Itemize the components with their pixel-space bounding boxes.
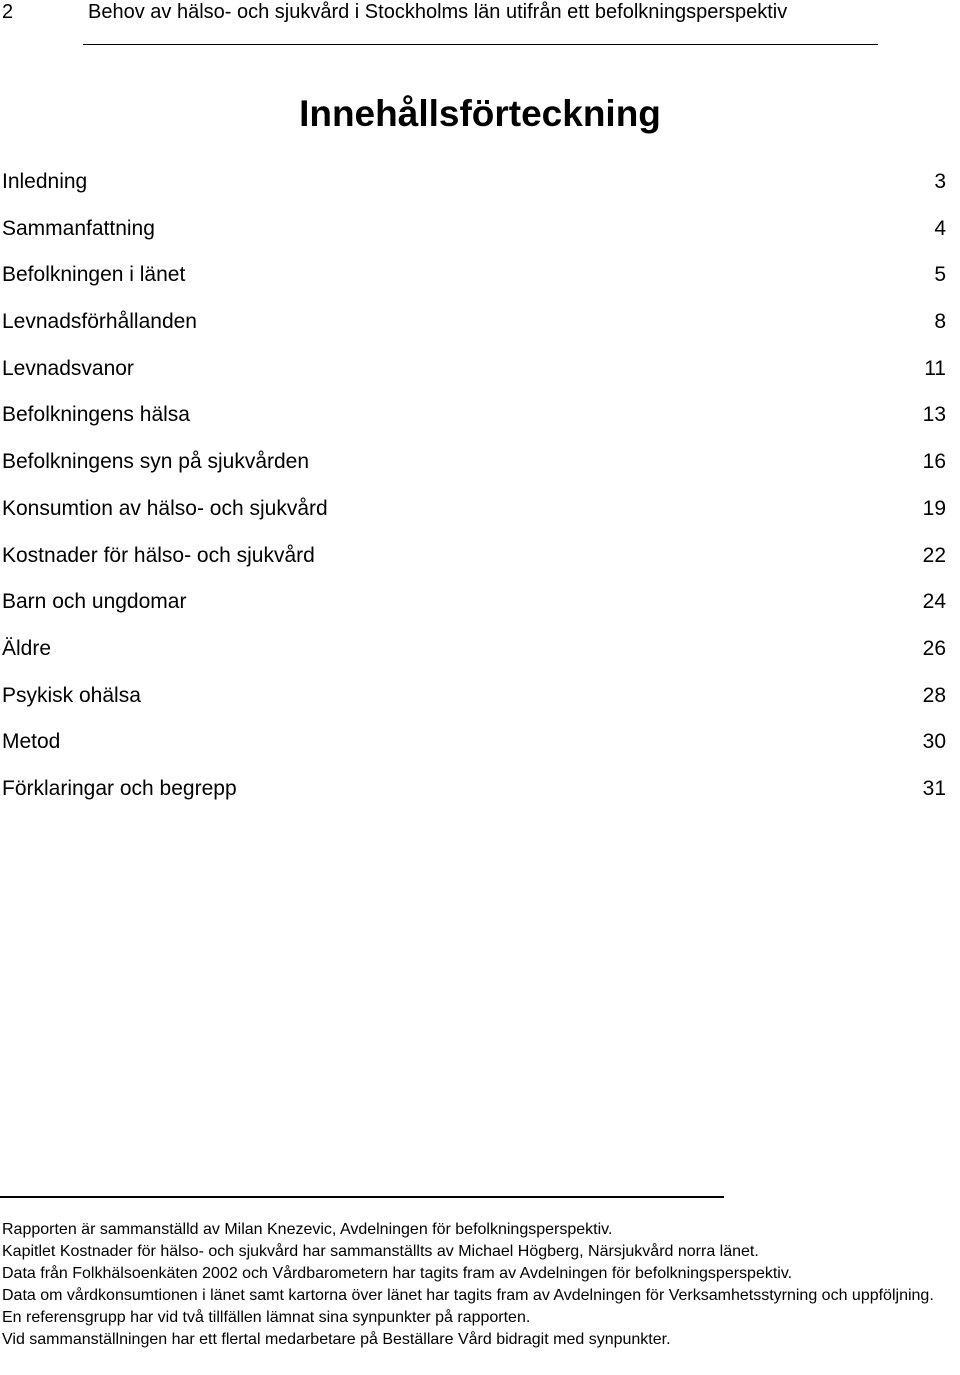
toc-entry-label: Befolkningens syn på sjukvården — [2, 450, 310, 474]
toc-title: Innehållsförteckning — [299, 93, 661, 134]
toc-entry-page: 31 — [922, 776, 946, 800]
header-rule — [83, 44, 878, 45]
toc-entry-page: 3 — [934, 170, 946, 193]
running-title: Behov av hälso- och sjukvård i Stockholms län utifrån ett befolkningsperspektiv — [88, 1, 788, 23]
toc-entry — [0, 726, 948, 773]
toc-entry-label: Förklaringar och begrepp — [2, 776, 237, 800]
toc-entry-page: 22 — [922, 543, 946, 567]
toc-entry-page: 28 — [922, 683, 946, 707]
toc-list — [0, 166, 948, 820]
toc-entry — [0, 586, 948, 633]
toc-entry-label: Inledning — [2, 170, 88, 193]
toc-entry-label: Konsumtion av hälso- och sjukvård — [2, 496, 328, 520]
toc-entry — [0, 446, 948, 493]
toc-entry-label: Sammanfattning — [2, 216, 155, 240]
toc-entry — [0, 306, 948, 353]
toc-entry — [0, 259, 948, 306]
credits-line: Vid sammanställningen har ett flertal medarbetare på Beställare Vård bidragit med synpunkter. — [2, 1331, 671, 1348]
toc-entry-label: Befolkningen i länet — [2, 263, 186, 287]
running-header — [0, 0, 900, 28]
credits-line: Data från Folkhälsoenkäten 2002 och Vårdbarometern har tagits fram av Avdelningen för befolkningsperspektiv. — [2, 1265, 793, 1282]
toc-entry-page: 8 — [934, 310, 946, 334]
toc-entry-label: Levnadsförhållanden — [2, 310, 197, 334]
toc-entry-page: 5 — [934, 263, 946, 287]
toc-entry — [0, 399, 948, 446]
credits-block — [2, 1219, 958, 1351]
toc-entry — [0, 213, 948, 260]
toc-entry — [0, 680, 948, 727]
toc-entry-label: Psykisk ohälsa — [2, 683, 141, 707]
toc-entry-label: Levnadsvanor — [2, 356, 134, 380]
toc-entry-page: 4 — [934, 216, 946, 240]
toc-entry — [0, 540, 948, 587]
credits-line: Kapitlet Kostnader för hälso- och sjukvård har sammanställts av Michael Högberg, Närsjukvård norra länet. — [2, 1243, 759, 1260]
toc-entry-page: 11 — [924, 356, 946, 380]
toc-entry-page: 24 — [922, 590, 946, 614]
toc-entry — [0, 773, 948, 820]
toc-entry-page: 30 — [922, 730, 946, 754]
credits-line: Rapporten är sammanställd av Milan Knezevic, Avdelningen för befolkningsperspektiv. — [2, 1221, 613, 1238]
toc-entry — [0, 633, 948, 680]
toc-entry-label: Befolkningens hälsa — [2, 403, 190, 427]
toc-entry-page: 13 — [922, 403, 946, 427]
credits-line: En referensgrupp har vid två tillfällen lämnat sina synpunkter på rapporten. — [2, 1309, 531, 1326]
toc-entry-page: 19 — [922, 496, 946, 520]
toc-entry-label: Metod — [2, 730, 61, 754]
toc-entry-label: Kostnader för hälso- och sjukvård — [2, 543, 315, 567]
toc-entry-label: Äldre — [2, 636, 52, 660]
toc-entry — [0, 493, 948, 540]
credits-line: Data om vårdkonsumtionen i länet samt kartorna över länet har tagits fram av Avdelningen för Verksamhetsstyrning och uppföljning. — [2, 1287, 934, 1304]
toc-entry-page: 16 — [922, 450, 946, 474]
toc-entry — [0, 353, 948, 400]
toc-entry — [0, 166, 948, 213]
page-number: 2 — [2, 1, 14, 23]
toc-entry-label: Barn och ungdomar — [2, 590, 187, 614]
toc-entry-page: 26 — [922, 636, 946, 660]
footnote-rule — [0, 1196, 724, 1198]
